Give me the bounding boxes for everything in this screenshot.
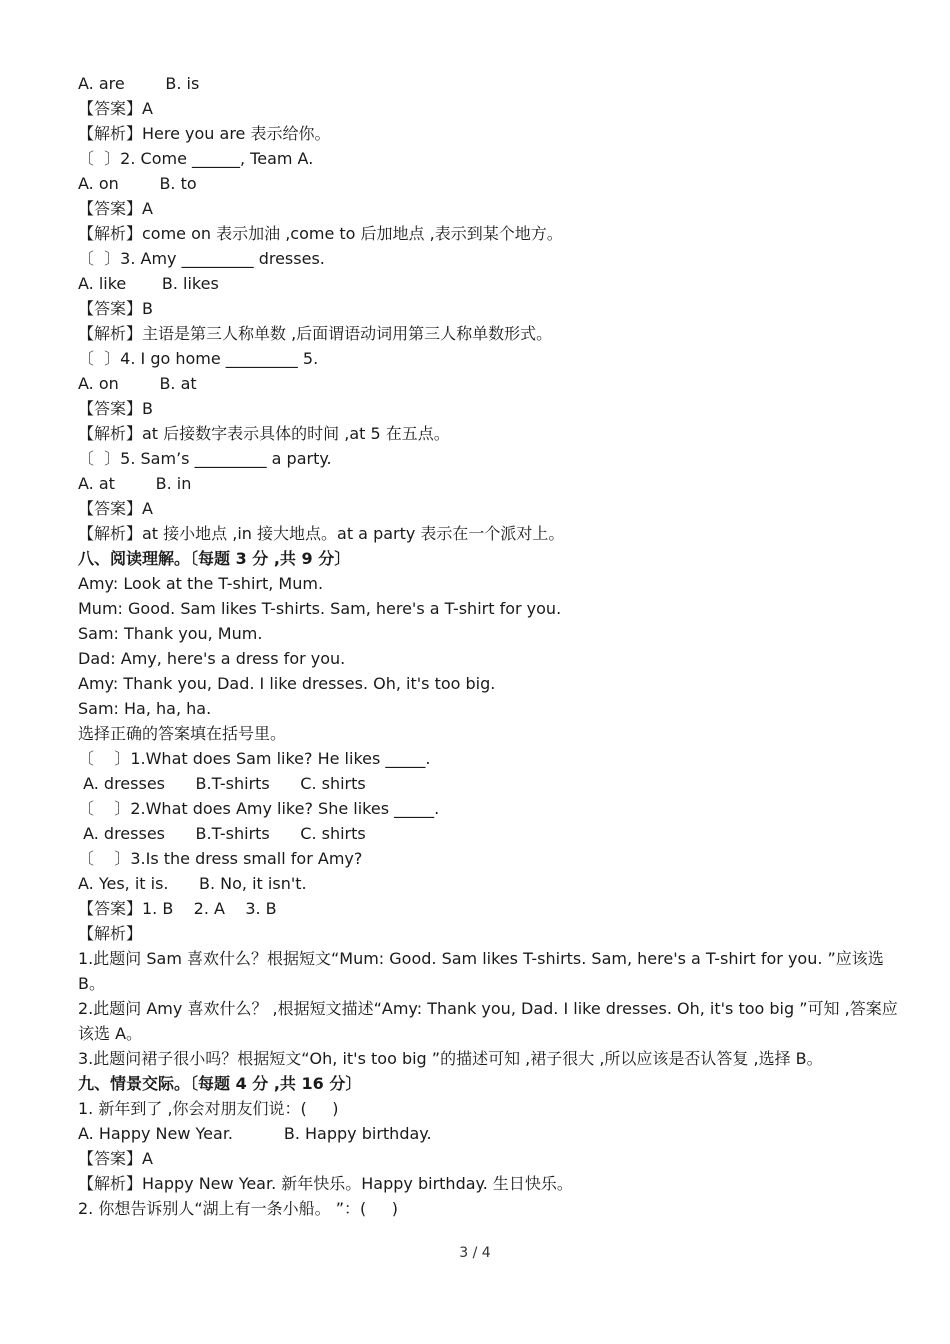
answer-line: 【答案】A [78,99,153,118]
analysis-paragraph: 2.此题问 Amy 喜欢什么？ ,根据短文描述“Amy: Thank you, Dad. I like dresses. Oh, it's too big ”可知 ,答案应该选 A。 [78,999,898,1043]
analysis-paragraph: 1.此题问 Sam 喜欢什么？根据短文“Mum: Good. Sam likes T-shirts. Sam, here's a T-shirt for you. ”应该选 B。 [78,949,884,993]
option-line: A. Yes, it is. B. No, it isn't. [78,874,307,893]
option-line: A. dresses B.T-shirts C. shirts [78,824,366,843]
instruction-line: 选择正确的答案填在括号里。 [78,724,287,743]
page-number: 3 / 4 [459,1245,491,1261]
question-line: 〔 〕1.What does Sam like? He likes _____. [78,749,431,768]
answer-line: 【答案】1. B 2. A 3. B [78,899,277,918]
analysis-line: 【解析】Here you are 表示给你。 [78,124,331,143]
answer-line: 【答案】A [78,499,153,518]
question-line: 〔 〕2.What does Amy like? She likes _____. [78,799,440,818]
dialogue-line: Mum: Good. Sam likes T-shirts. Sam, here's a T-shirt for you. [78,599,562,618]
analysis-line: 【解析】at 后接数字表示具体的时间 ,at 5 在五点。 [78,424,450,443]
question-line: 〔 〕5. Sam’s _________ a party. [78,449,332,468]
question-line: 〔 〕3. Amy _________ dresses. [78,249,325,268]
question-line: 〔 〕3.Is the dress small for Amy? [78,849,363,868]
answer-line: 【答案】A [78,1149,153,1168]
option-line: A. like B. likes [78,274,219,293]
question-line: 〔 〕4. I go home _________ 5. [78,349,319,368]
option-line: A. at B. in [78,474,192,493]
dialogue-line: Amy: Thank you, Dad. I like dresses. Oh, it's too big. [78,674,496,693]
answer-line: 【答案】A [78,199,153,218]
answer-line: 【答案】B [78,299,153,318]
answer-line: 【答案】B [78,399,153,418]
dialogue-line: Sam: Ha, ha, ha. [78,699,212,718]
dialogue-line: Amy: Look at the T-shirt, Mum. [78,574,324,593]
question-line: 〔 〕2. Come ______, Team A. [78,149,314,168]
analysis-title: 【解析】 [78,924,143,943]
analysis-line: 【解析】come on 表示加油 ,come to 后加地点 ,表示到某个地方。 [78,224,563,243]
dialogue-line: Sam: Thank you, Mum. [78,624,263,643]
option-line: A. on B. to [78,174,197,193]
option-line: A. Happy New Year. B. Happy birthday. [78,1124,432,1143]
analysis-paragraph: 3.此题问裙子很小吗？根据短文“Oh, it's too big ”的描述可知 ,裙子很大 ,所以应该是否认答复 ,选择 B。 [78,1049,823,1068]
question-line: 1. 新年到了 ,你会对朋友们说：( ) [78,1099,339,1118]
dialogue-line: Dad: Amy, here's a dress for you. [78,649,346,668]
analysis-line: 【解析】at 接小地点 ,in 接大地点。at a party 表示在一个派对上。 [78,524,565,543]
section-9-title: 九、情景交际。〔每题 4 分 ,共 16 分〕 [78,1074,362,1093]
option-line: A. on B. at [78,374,197,393]
analysis-line: 【解析】Happy New Year. 新年快乐。Happy birthday. 生日快乐。 [78,1174,573,1193]
question-line: 2. 你想告诉别人“湖上有一条小船。 ”：( ) [78,1199,398,1218]
analysis-line: 【解析】主语是第三人称单数 ,后面谓语动词用第三人称单数形式。 [78,324,553,343]
option-line: A. dresses B.T-shirts C. shirts [78,774,366,793]
document-body [68,71,898,1221]
section-8-title: 八、阅读理解。〔每题 3 分 ,共 9 分〕 [78,549,351,568]
option-line: A. are B. is [78,74,200,93]
